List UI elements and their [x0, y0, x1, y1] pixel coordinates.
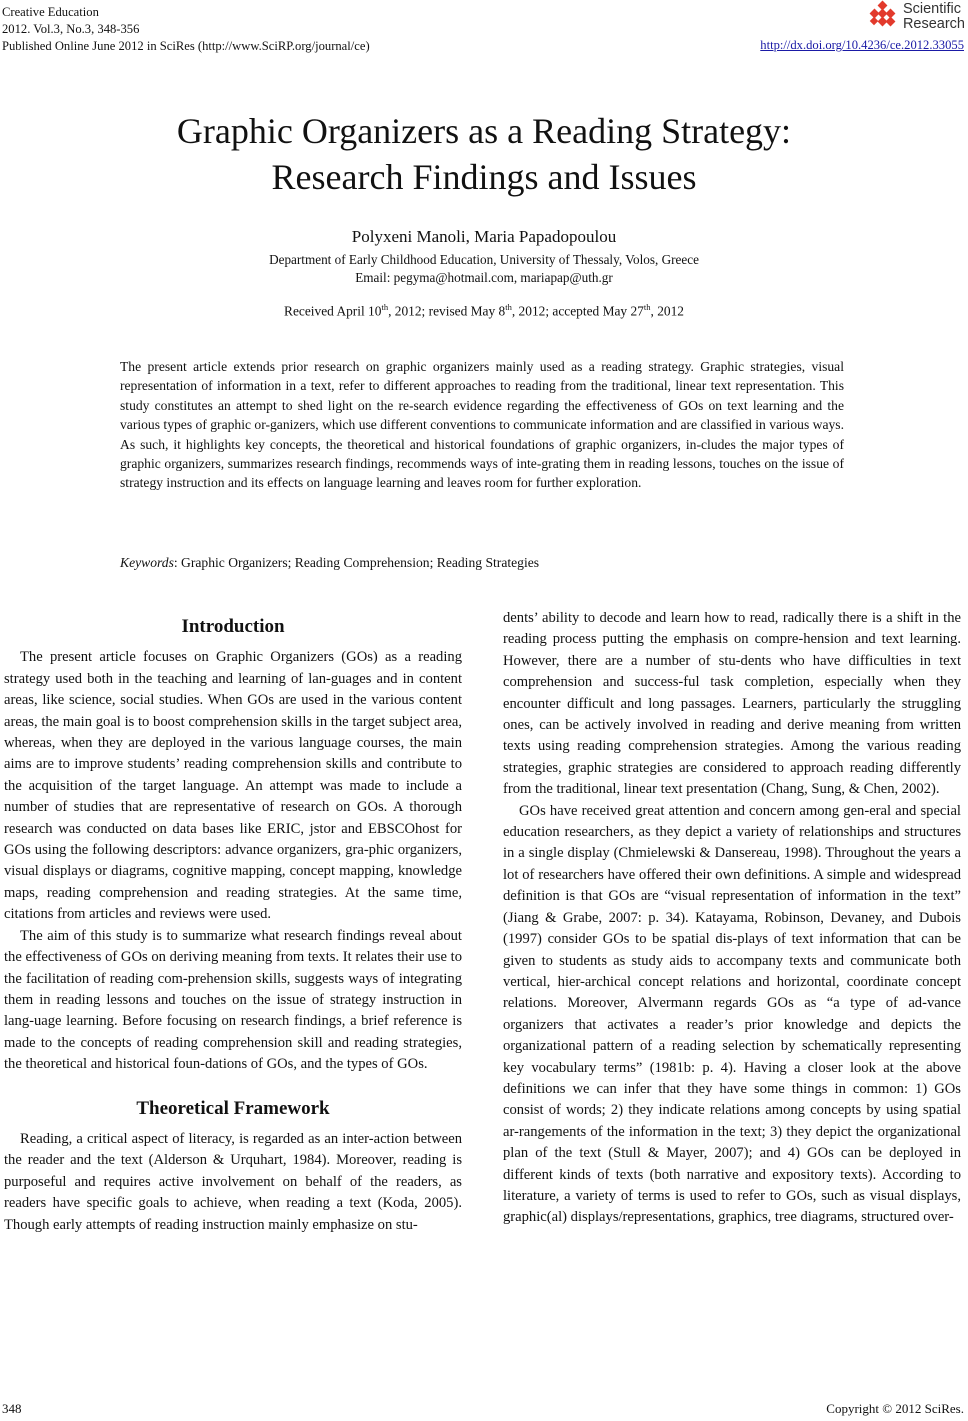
paragraph: dents’ ability to decode and learn how to read, radically there is a shift in the reading process putting the emphasis on compre-hension and text learning. However, there are a number of stu-dents who have difficulties in text comprehension and success-ful task completion, especially when they encounter difficult and long passages. Learners, particularly the struggling ones, can be actively involved in reading and derive meaning from written texts using reading comprehension strategies. Among the various reading strategies, graphic strategies are considered to approach reading differently from the traditional, linear text presentation (Chang, Sung, & Chen, 2002). — [503, 610, 961, 798]
affiliation-block — [0, 251, 968, 287]
article-title: Graphic Organizers as a Reading Strategy: Research Findings and Issues — [176, 111, 792, 197]
volume-info: 2012. Vol.3, No.3, 348-356 — [2, 22, 140, 36]
scientific-research-logo-icon — [866, 0, 900, 34]
left-column — [4, 608, 462, 1236]
keywords — [120, 555, 539, 571]
right-column — [503, 608, 961, 1229]
journal-name: Creative Education — [2, 5, 99, 19]
section-heading-introduction: Introduction — [181, 616, 285, 637]
section-heading-theoretical-framework: Theoretical Framework — [136, 1097, 330, 1119]
email: Email: pegyma@hotmail.com, mariapap@uth.gr — [355, 270, 613, 285]
keywords-list: : Graphic Organizers; Reading Comprehension; Reading Strategies — [173, 555, 540, 570]
received-dates: Received April 10th, 2012; revised May 8th, 2012; accepted May 27th, 2012 — [284, 302, 684, 319]
copyright: Copyright © 2012 SciRes. — [826, 1401, 964, 1416]
publication-info: Published Online June 2012 in SciRes (http://www.SciRP.org/journal/ce) — [2, 39, 370, 53]
affiliation: Department of Early Childhood Education, University of Thessaly, Volos, Greece — [269, 252, 699, 267]
logo-text: Scientific Research — [902, 1, 965, 32]
abstract: The present article extends prior research on graphic organizers mainly used as a reading strategy. Graphic strategies, visual representation of information in a text, refer to different approaches to reading from the traditional, linear text representation. This study constitutes an attempt to shed light on the re-search evidence regarding the effectiveness of GOs on text learning and the various types of graphic or-ganizers, which use different conventions to communicate information and are classified in various ways. As such, it highlights key concepts, the theoretical and historical foundations of graphic organizers, in-cludes the major types of graphic organizers, summarizes research findings, recommends ways of inte-grating them in reading lessons, touches on the issue of strategy instruction and its effects on language learning and leaves room for further exploration. — [120, 359, 844, 491]
paragraph: The present article focuses on Graphic Organizers (GOs) as a reading strategy used both in the teaching and learning of lan-guages and in content areas, like science, social studies. When GOs are used in the various content areas, the main goal is to boost comprehension skills in the target subject area, whereas, when they are deployed in the various language courses, the main aims are to improve students’ reading comprehension skills and contribute to the acquisition of the target language. An attempt was made to include a number of studies that are representative of research on GOs. A thorough research was conducted on data bases like ERIC, jstor and EBSCOhost for GOs using the following descriptors: advance organizers, gra-phic organizers, visual displays or diagrams, cognitive mapping, concept mapping, knowledge maps, reading comprehension and reading strategies. At the same time, citations from articles and reviews were used. — [4, 649, 462, 923]
keywords-label: Keywords — [120, 555, 174, 570]
page-number: 348 — [2, 1401, 22, 1416]
running-header — [2, 4, 370, 55]
paragraph: Reading, a critical aspect of literacy, is regarded as an inter-action between the reader and the text (Alderson & Urquhart, 1984). Moreover, reading is purposeful and requires active involvement on behalf of the readers, as readers have specific goals to achieve, when reading a text (Koda, 2005). Though early attempts of reading instruction mainly emphasize on stu- — [4, 1130, 462, 1233]
publisher-logo — [866, 0, 965, 34]
doi-link[interactable]: http://dx.doi.org/10.4236/ce.2012.33055 — [760, 38, 964, 52]
paragraph: GOs have received great attention and concern among gen-eral and special education researchers, as they depict a variety of relationships and structures in a single display (Chmielewski & Dansereau, 1998). Throughout the years a lot of researchers have offered their own definitions. A simple and widespread definition is that GOs are “visual representation of information in the text” (Jiang & Grabe, 2007: p. 34). Katayama, Robinson, Devaney, and Dubois (1997) consider GOs to be spatial dis-plays of text information that can be given to students as study aids to accompany texts and communicate both vertical, hier-archical concept relations and horizontal, coordinate concept relations. Moreover, Alvermann regards GOs as “a type of ad-vance organizers that activates a reader’s prior knowledge and depicts the organizational pattern of a reading selection by schematically representing key vocabulary terms” (1981b: p. 4). Having a closer look at the above definitions we can infer that they have some things in common: 1) GOs consist of words; 2) they indicate relations among concepts by using spatial ar-rangements of the information in the text; 3) they depict the organizational plan of the text (Stull & Mayer, 2007); and 4) GOs can be deployed in different kinds of texts (both narrative and expository texts). According to literature, a variety of terms is used to refer to GOs, such as visual displays, graphic(al) displays/representations, graphics, tree diagrams, structured over- — [503, 802, 961, 1226]
paragraph: The aim of this study is to summarize what research findings reveal about the effectiveness of GOs on deriving meaning from texts. It relates their use to the facilitation of reading com-prehension skills, suggests ways of integrating them in reading lessons and touches on the issue of strategy instruction in lang-uage learning. Before focusing on research findings, a brief reference is made to the concepts of reading comprehension skill and reading strategies, the theoretical and historical foun-dations of GOs, and the types of GOs. — [4, 927, 462, 1073]
authors: Polyxeni Manoli, Maria Papadopoulou — [351, 227, 617, 246]
